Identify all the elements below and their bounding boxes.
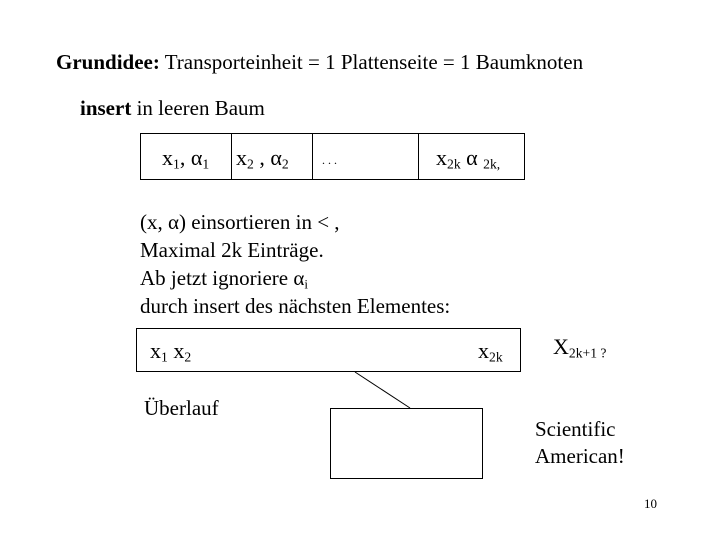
next-element-label: $X_{2k+1 ?}$: [553, 334, 607, 361]
note-line-1: (x, α) einsortieren in < ,: [140, 210, 340, 234]
node-full-right-text: $x_{2k}$: [478, 338, 503, 365]
title-text: Transporteinheit = 1 Plattenseite = 1 Baumknoten: [159, 50, 584, 74]
overflow-label: Überlauf: [144, 396, 219, 420]
remark-line-1: Scientific: [535, 417, 616, 441]
title-bold: Grundidee:: [56, 50, 160, 74]
node-cell-2-text: $x_2$ , $\alpha_2$: [236, 145, 289, 172]
node-cell-1-text: $x_1$, $\alpha_1$: [162, 145, 210, 172]
node-cell-4-text: $x_{2k}$ α $_{2k,}$: [436, 145, 501, 172]
note-line-4: durch insert des nächsten Elementes:: [140, 294, 451, 318]
remark-line-2: American!: [535, 444, 625, 468]
insert-heading-text: in leeren Baum: [131, 96, 265, 120]
remark-block: [535, 416, 625, 470]
node-cell-3-ellipsis: . . .: [322, 153, 337, 167]
note-line-3: Ab jetzt ignoriere $\alpha_i$: [140, 266, 308, 292]
note-line-2: Maximal 2k Einträge.: [140, 238, 324, 262]
page-number: 10: [644, 496, 657, 511]
overflow-node-box: [330, 408, 483, 479]
insert-keyword: insert: [80, 96, 132, 120]
node-full-left-text: $x_1$ $x_2$: [150, 338, 192, 365]
